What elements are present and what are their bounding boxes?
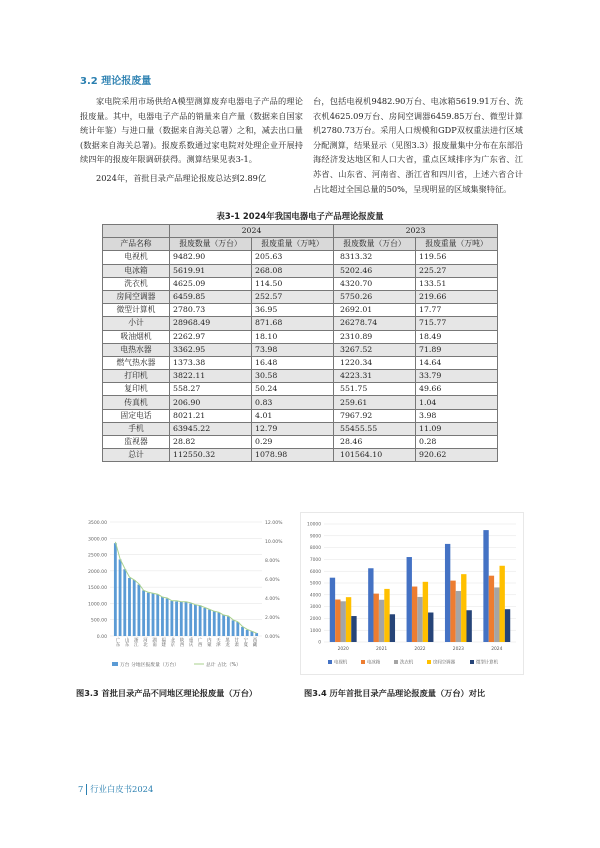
region-bar: [128, 578, 131, 636]
table-row: [103, 422, 498, 435]
year-bar: [407, 557, 412, 642]
x-tick-label: 陕西: [178, 637, 184, 647]
column-header: 报废数量（万台）: [170, 238, 252, 251]
footer-divider: [86, 784, 87, 795]
table-year-row: [103, 225, 498, 238]
table-row: [103, 251, 498, 264]
y-tick-label: 7000: [309, 558, 321, 563]
y-tick-label: 3000: [309, 605, 321, 611]
region-bar: [166, 599, 169, 636]
table-caption: 表3-1 2024年我国电器电子产品理论报废量: [216, 211, 384, 221]
x-tick-label: 天津: [215, 637, 221, 647]
y-tick-label-left: 2500.00: [88, 553, 107, 559]
x-tick-label: 浙江: [133, 637, 139, 647]
paragraph-method: 家电院采用市场供给A模型测算废弃电器电子产品的理论报废量。其中，电器电子产品的销量来自产量（数据来自国家统计年鉴）与进口量（数据来自海关总署）之和，减去出口量(数据来自海关总署)。报废系数通过家电院对处理企业开展持续四年的报废年限调研获得。测算结果见表3-1。: [80, 96, 303, 165]
x-tick-label: 甘肃: [233, 637, 239, 647]
year-bar: [412, 587, 417, 642]
value-cell: 12.79: [252, 422, 334, 435]
year-bar: [450, 581, 455, 642]
value-cell: 63945.22: [170, 422, 252, 435]
value-cell: 205.63: [252, 251, 334, 264]
product-name-cell: 吸油烟机: [103, 330, 170, 343]
table-row: [103, 383, 498, 396]
y-tick-label-left: 500.00: [90, 618, 107, 624]
table-corner-cell: [103, 225, 170, 238]
product-name-cell: 小计: [103, 317, 170, 330]
y-tick-label-right: 2.00%: [265, 616, 280, 621]
column-header: 报废重量（万吨）: [416, 238, 498, 251]
region-bar: [232, 620, 235, 636]
text-column-left: [80, 94, 303, 186]
region-bar: [241, 627, 244, 636]
value-cell: 55455.55: [334, 422, 416, 435]
region-bar: [199, 605, 202, 636]
y-tick-label-left: 0.00: [96, 635, 107, 640]
product-name-cell: 电冰箱: [103, 264, 170, 277]
region-bar: [222, 615, 225, 636]
regional-chart: [72, 512, 294, 675]
region-bar: [255, 633, 258, 636]
table-row: [103, 449, 498, 462]
value-cell: 1.04: [416, 396, 498, 409]
y-tick-label: 0: [318, 640, 321, 646]
product-name-cell: 电视机: [103, 251, 170, 264]
value-cell: 219.66: [416, 290, 498, 303]
region-bar: [208, 610, 211, 636]
value-cell: 3822.11: [170, 370, 252, 383]
paragraph-summary-cont: 台，包括电视机9482.90万台、电冰箱5619.91万台、洗衣机4625.09万台、房间空调器6459.85万台、微型计算机2780.73万台。采用人口规模和GDP双权重法进行区域分配测算，结果显示（见图3.3）报废量集中分布在东部沿海经济发达地区和人口大省，重点区域排序为广东省、江苏省、山东省、河南省、浙江省和四川省，上述六省合计占比超过全国总量的50%，呈现明显的区域集聚特征。: [313, 96, 523, 194]
y-tick-label-right: 0.00%: [265, 635, 280, 640]
table-row: [103, 370, 498, 383]
region-bar: [137, 585, 140, 636]
value-cell: 4625.09: [170, 277, 252, 290]
year-bar: [461, 574, 466, 642]
region-bar: [156, 594, 159, 636]
region-bar: [218, 613, 221, 636]
value-cell: 73.98: [252, 343, 334, 356]
x-tick-label: 2021: [376, 647, 388, 652]
value-cell: 1373.38: [170, 356, 252, 369]
table-row: [103, 330, 498, 343]
y-tick-label: 6000: [309, 569, 321, 575]
x-tick-label: 宁夏: [242, 637, 248, 647]
text-column-right: [313, 94, 523, 196]
product-name-cell: 电热水器: [103, 343, 170, 356]
y-tick-label: 10000: [307, 522, 321, 528]
x-tick-label: 2024: [491, 647, 503, 652]
y-tick-label-right: 8.00%: [265, 559, 280, 564]
y-tick-label: 2000: [309, 617, 321, 622]
y-tick-label-left: 1500.00: [88, 586, 107, 592]
value-cell: 7967.92: [334, 409, 416, 422]
year-bar: [374, 594, 379, 642]
paragraph-summary-start: 2024年，首批目录产品理论报废总达到2.89亿: [96, 172, 267, 183]
year-bar: [335, 600, 340, 642]
product-name-cell: 监视器: [103, 436, 170, 449]
value-cell: 28968.49: [170, 317, 252, 330]
value-cell: 558.27: [170, 383, 252, 396]
value-cell: 252.57: [252, 290, 334, 303]
product-name-cell: 燃气热水器: [103, 356, 170, 369]
y-tick-label: 8000: [309, 546, 321, 552]
year-bar: [423, 582, 428, 642]
table-row: [103, 343, 498, 356]
value-cell: 2262.97: [170, 330, 252, 343]
table-row: [103, 277, 498, 290]
y-tick-label: 5000: [309, 581, 321, 587]
value-cell: 36.95: [252, 304, 334, 317]
year-bar: [346, 597, 351, 642]
legend-label: 洗衣机: [400, 660, 414, 666]
value-cell: 4.01: [252, 409, 334, 422]
year-bar: [341, 601, 346, 642]
scrap-volume-table: [102, 224, 498, 462]
value-cell: 2780.73: [170, 304, 252, 317]
table-row: [103, 436, 498, 449]
value-cell: 9482.90: [170, 251, 252, 264]
region-bar: [142, 590, 145, 636]
value-cell: 1078.98: [252, 449, 334, 462]
value-cell: 17.77: [416, 304, 498, 317]
value-cell: 3267.52: [334, 343, 416, 356]
table-row: [103, 317, 498, 330]
legend-label: 电冰箱: [367, 660, 381, 666]
x-tick-label: 2020: [337, 647, 349, 652]
value-cell: 871.68: [252, 317, 334, 330]
year-bar: [379, 600, 384, 642]
year-bar: [330, 578, 335, 642]
column-header: 报废数量（万台）: [334, 238, 416, 251]
year-bar: [417, 597, 422, 642]
x-tick-label: 2023: [452, 647, 464, 652]
region-bar: [236, 622, 239, 636]
region-bar: [114, 543, 117, 636]
column-header: 产品名称: [103, 238, 170, 251]
x-tick-label: 湖南: [151, 637, 157, 647]
value-cell: 71.89: [416, 343, 498, 356]
year-header: 2024: [170, 225, 334, 238]
yearly-chart-svg: [300, 512, 524, 675]
value-cell: 49.66: [416, 383, 498, 396]
product-name-cell: 洗衣机: [103, 277, 170, 290]
legend-label: 房间空调器: [433, 660, 455, 666]
y-tick-label-right: 12.00%: [265, 521, 283, 526]
value-cell: 16.48: [252, 356, 334, 369]
figure-caption-regional: 图3.3 首批目录产品不同地区理论报废量（万台）: [76, 688, 258, 698]
value-cell: 28.46: [334, 436, 416, 449]
value-cell: 3.98: [416, 409, 498, 422]
year-bar: [351, 616, 356, 642]
region-bar: [213, 611, 216, 636]
legend-label: 微型计算机: [476, 660, 498, 666]
value-cell: 26278.74: [334, 317, 416, 330]
y-tick-label-right: 6.00%: [265, 578, 280, 583]
value-cell: 268.08: [252, 264, 334, 277]
product-name-cell: 微型计算机: [103, 304, 170, 317]
y-tick-label: 9000: [309, 534, 321, 540]
value-cell: 1220.34: [334, 356, 416, 369]
value-cell: 5202.46: [334, 264, 416, 277]
x-tick-label: 重庆: [188, 637, 194, 647]
x-tick-label: 西藏: [251, 637, 257, 647]
table-row: [103, 356, 498, 369]
year-bar: [384, 589, 389, 642]
legend-label-line: 总计 占比（%）: [206, 663, 241, 668]
value-cell: 8313.32: [334, 251, 416, 264]
region-bar: [175, 601, 178, 636]
legend-swatch-bar: [112, 662, 118, 666]
value-cell: 112550.32: [170, 449, 252, 462]
product-name-cell: 总计: [103, 449, 170, 462]
value-cell: 28.82: [170, 436, 252, 449]
value-cell: 0.29: [252, 436, 334, 449]
y-tick-label-right: 10.00%: [265, 540, 283, 545]
value-cell: 3362.95: [170, 343, 252, 356]
legend-label-bar: 万台 分地区报废量（万台）: [120, 663, 180, 668]
table-row: [103, 409, 498, 422]
value-cell: 6459.85: [170, 290, 252, 303]
value-cell: 715.77: [416, 317, 498, 330]
table-header-row: [103, 238, 498, 251]
x-tick-label: 福建: [160, 637, 166, 647]
value-cell: 114.50: [252, 277, 334, 290]
product-name-cell: 传真机: [103, 396, 170, 409]
year-bar: [456, 591, 461, 642]
x-tick-label: 山东: [124, 637, 130, 647]
legend-swatch: [427, 660, 431, 664]
year-bar: [494, 587, 499, 642]
table-row: [103, 290, 498, 303]
value-cell: 14.64: [416, 356, 498, 369]
region-bar: [194, 605, 197, 636]
value-cell: 8021.21: [170, 409, 252, 422]
y-tick-label-right: 4.00%: [265, 597, 280, 602]
year-bar: [428, 613, 433, 643]
region-bar: [170, 601, 173, 636]
section-title: 3.2 理论报废量: [80, 76, 152, 87]
y-tick-label-left: 2000.00: [88, 569, 107, 575]
table-row: [103, 396, 498, 409]
region-bar: [119, 559, 122, 636]
year-bar: [445, 544, 450, 642]
value-cell: 551.75: [334, 383, 416, 396]
page-footer: [78, 783, 153, 795]
value-cell: 5750.26: [334, 290, 416, 303]
product-name-cell: 房间空调器: [103, 290, 170, 303]
region-bar: [227, 616, 230, 636]
year-bar: [483, 530, 488, 642]
region-bar: [189, 603, 192, 636]
value-cell: 11.09: [416, 422, 498, 435]
x-tick-label: 广西: [197, 637, 203, 647]
x-tick-label: 北京: [169, 637, 175, 647]
value-cell: 18.10: [252, 330, 334, 343]
value-cell: 920.62: [416, 449, 498, 462]
product-name-cell: 固定电话: [103, 409, 170, 422]
legend-swatch: [470, 660, 474, 664]
value-cell: 4320.70: [334, 277, 416, 290]
value-cell: 4223.31: [334, 370, 416, 383]
x-tick-label: 2022: [414, 647, 426, 652]
year-header: 2023: [334, 225, 498, 238]
value-cell: 101564.10: [334, 449, 416, 462]
value-cell: 18.49: [416, 330, 498, 343]
region-bar: [123, 569, 126, 636]
value-cell: 30.58: [252, 370, 334, 383]
figure-caption-yearly: 图3.4 历年首批目录产品理论报废量（万台）对比: [304, 688, 486, 698]
value-cell: 5619.91: [170, 264, 252, 277]
region-bar: [203, 608, 206, 636]
region-bar: [133, 580, 136, 636]
value-cell: 0.83: [252, 396, 334, 409]
value-cell: 119.56: [416, 251, 498, 264]
year-bar: [368, 568, 373, 642]
y-tick-label: 4000: [309, 593, 321, 599]
page-number: 7: [78, 784, 84, 794]
year-bar: [489, 576, 494, 642]
value-cell: 0.28: [416, 436, 498, 449]
product-name-cell: 手机: [103, 422, 170, 435]
y-tick-label-left: 1000.00: [88, 602, 107, 608]
legend-swatch: [361, 660, 365, 664]
x-tick-label: 黑龙: [224, 637, 230, 647]
footer-title: 行业白皮书2024: [90, 784, 154, 794]
year-bar: [466, 610, 471, 642]
year-bar: [499, 566, 504, 642]
column-header: 报废重量（万吨）: [252, 238, 334, 251]
value-cell: 2692.01: [334, 304, 416, 317]
x-tick-label: 内蒙: [206, 637, 212, 647]
region-bar: [185, 602, 188, 636]
product-name-cell: 打印机: [103, 370, 170, 383]
legend-label: 电视机: [334, 660, 348, 666]
value-cell: 206.90: [170, 396, 252, 409]
region-bar: [246, 630, 249, 636]
yearly-chart: [300, 512, 524, 675]
region-bar: [180, 602, 183, 636]
value-cell: 2310.89: [334, 330, 416, 343]
y-tick-label-left: 3000.00: [88, 537, 107, 543]
region-bar: [161, 597, 164, 636]
y-tick-label: 1000: [309, 628, 321, 634]
table-row: [103, 264, 498, 277]
value-cell: 133.51: [416, 277, 498, 290]
legend-swatch: [328, 660, 332, 664]
year-bar: [505, 609, 510, 642]
x-tick-label: 广东: [115, 637, 121, 647]
product-name-cell: 复印机: [103, 383, 170, 396]
value-cell: 259.61: [334, 396, 416, 409]
year-bar: [390, 614, 395, 642]
regional-chart-svg: [72, 512, 294, 675]
value-cell: 50.24: [252, 383, 334, 396]
legend-swatch: [394, 660, 398, 664]
region-bar: [152, 593, 155, 636]
value-cell: 33.79: [416, 370, 498, 383]
table-row: [103, 304, 498, 317]
x-tick-label: 河北: [142, 637, 148, 647]
value-cell: 225.27: [416, 264, 498, 277]
region-bar: [147, 593, 150, 636]
y-tick-label-left: 3500.00: [88, 521, 107, 526]
